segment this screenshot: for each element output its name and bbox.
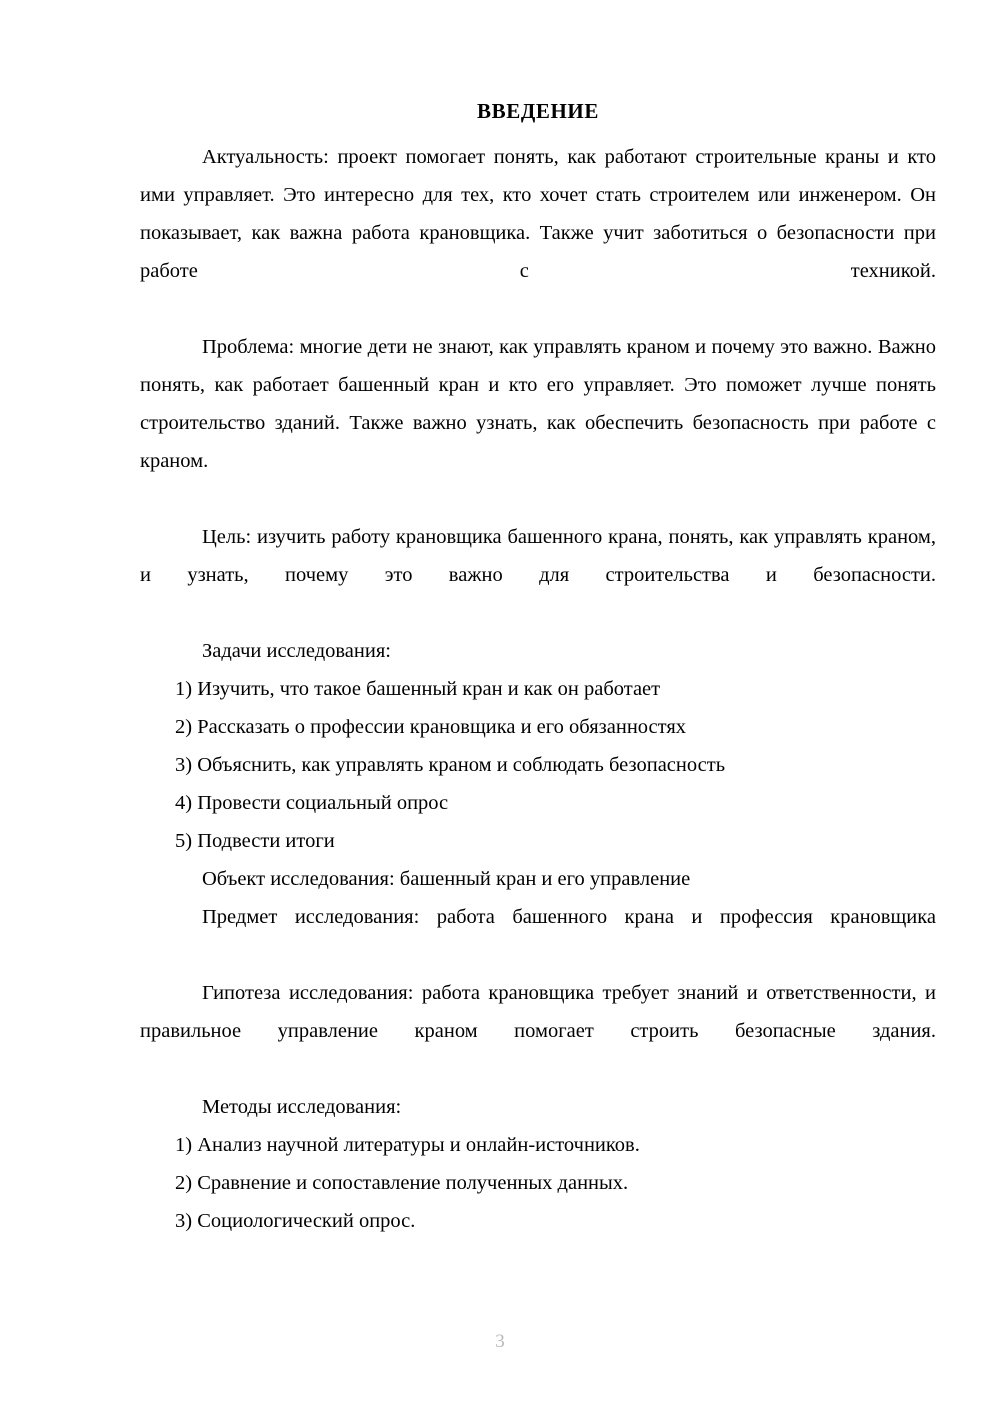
list-item: 2) Сравнение и сопоставление полученных данных.: [175, 1172, 629, 1194]
paragraph-object: Объект исследования: башенный кран и его управление: [202, 868, 691, 890]
list-item: 1) Изучить, что такое башенный кран и как он работает: [175, 678, 661, 700]
title-spacer: [140, 130, 936, 138]
list-item: 3) Объяснить, как управлять краном и соблюдать безопасность: [175, 754, 726, 776]
list-item: 2) Рассказать о профессии крановщика и его обязанностях: [175, 716, 687, 738]
heading-methods: Методы исследования:: [202, 1096, 402, 1118]
paragraph-problem: Проблема: многие дети не знают, как управлять краном и почему это важно. Важно понять, как работает башенный кран и кто его управляет. Это поможет лучше понять строительство зданий. Также важно узнать, как обеспечить безопасность при работе с краном.: [140, 336, 936, 472]
page-title: ВВЕДЕНИЕ: [477, 99, 599, 123]
document-body: [140, 0, 936, 1240]
paragraph-relevance: Актуальность: проект помогает понять, как работают строительные краны и кто ими управляет. Это интересно для тех, кто хочет стать строителем или инженером. Он показывает, как важна работа крановщика. Также учит заботиться о безопасности при работе с техникой.: [140, 146, 936, 282]
list-item: 3) Социологический опрос.: [175, 1210, 416, 1232]
paragraph-subject: Предмет исследования: работа башенного крана и профессия крановщика: [202, 906, 936, 928]
list-item: 5) Подвести итоги: [175, 830, 335, 852]
paragraph-goal: Цель: изучить работу крановщика башенного крана, понять, как управлять краном, и узнать, почему это важно для строительства и безопасности.: [140, 526, 936, 586]
list-item: 4) Провести социальный опрос: [175, 792, 449, 814]
list-item: 1) Анализ научной литературы и онлайн-источников.: [175, 1134, 640, 1156]
heading-tasks: Задачи исследования:: [202, 640, 391, 662]
page-number: 3: [495, 1331, 505, 1352]
paragraph-hypothesis: Гипотеза исследования: работа крановщика требует знаний и ответственности, и правильное управление краном помогает строить безопасные здания.: [140, 982, 936, 1042]
